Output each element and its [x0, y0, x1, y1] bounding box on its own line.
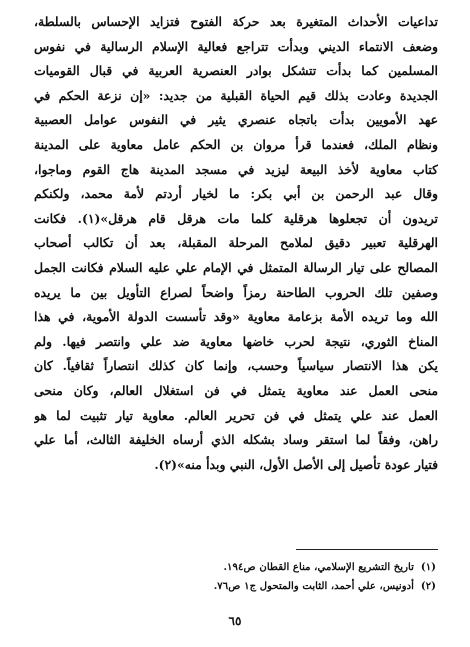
- footnote-text: أدونيس، علي أحمد، الثابت والمتحول ج١ ص٧٦.: [213, 580, 414, 592]
- footnote-number: (٢): [420, 580, 436, 592]
- body-line: العمل عند علي يتمثل في فن تحرير العالم. معاوية تيار تثبيت لما هو: [34, 407, 438, 423]
- body-line: وقال عبد الرحمن بن أبي بكر: ما لخيار أردتم لأمة محمد، ولكنكم: [34, 186, 438, 202]
- body-text: [34, 10, 438, 477]
- footnote-text: تاريخ التشريع الإسلامي، مناع القطان ص١٩٤.: [223, 561, 414, 573]
- body-line: المسلمين كما بدأت تتشكل بوادر العنصرية العربية في قبال القوميات: [34, 63, 438, 79]
- body-line: الهرقلية تعبير دقيق لملامح المرحلة المقبلة، بعد أن تكالب أصحاب: [34, 235, 438, 251]
- footnote: [32, 577, 436, 596]
- body-line: الجديدة وعادت بذلك قيم الحياة القبلية من جديد: «إن نزعة الحكم في: [34, 87, 438, 103]
- body-line: وضعف الانتماء الديني وبدأت تتراجع فعالية الإسلام الرسالية في نفوس: [34, 38, 438, 54]
- footnote-separator: [296, 549, 438, 550]
- body-line: يكن هذا الانتصار سياسياً وحسب، وإنما كان كذلك انتصاراً ثقافياً. كان: [34, 358, 438, 374]
- body-line: فتيار عودة تأصيل إلى الأصل الأول، النبي وبدأ منه»(٢).: [154, 456, 438, 472]
- body-line: تداعيات الأحداث المتغيرة بعد حركة الفتوح فتزايد الإحساس بالسلطة،: [34, 14, 438, 29]
- body-line: الله وما تريده الأمة بزعامة معاوية «وقد تأسست الدولة الأموية، في هذا: [34, 309, 438, 325]
- body-line: منحى العمل عند معاوية يتمثل في فن استغلال العالم، وكان منحى: [34, 382, 438, 398]
- body-line: كتاب معاوية لأخذ البيعة ليزيد في مسجد المدينة هاج القوم وماجوا،: [34, 161, 438, 177]
- body-line: ونظام الملك، فعندما قرأ مروان بن الحكم عامل معاوية على المدينة: [34, 136, 438, 152]
- body-line: المناخ الثوري، نتيجة لحرب خاضها معاوية ضد علي وانتصر فيها. ولم: [34, 333, 438, 349]
- body-line: عهد الأمويين بدأت باتجاه عنصري يثير في النفوس عوامل العصبية: [34, 112, 438, 128]
- footnote-number: (١): [420, 561, 436, 573]
- body-line: وصفين تلك الحروب الطاحنة رمزاً واضحاً لصراع التأويل بين ما يريده: [34, 284, 438, 300]
- body-line: راهن، وفقاً لما استقر وساد بشكله الذي أرساه الخليفة الثالث، أما علي: [34, 432, 438, 448]
- body-line: المصالح على تيار الرسالة المتمثل في الإمام علي عليه السلام فكانت الجمل: [34, 259, 438, 275]
- footnote: [32, 558, 436, 577]
- body-line: تريدون أن تجعلوها هرقلية كلما مات هرقل قام هرقل»(١). فكانت: [34, 210, 438, 226]
- footnotes: [32, 558, 436, 596]
- page-number: ٦٥: [228, 614, 242, 628]
